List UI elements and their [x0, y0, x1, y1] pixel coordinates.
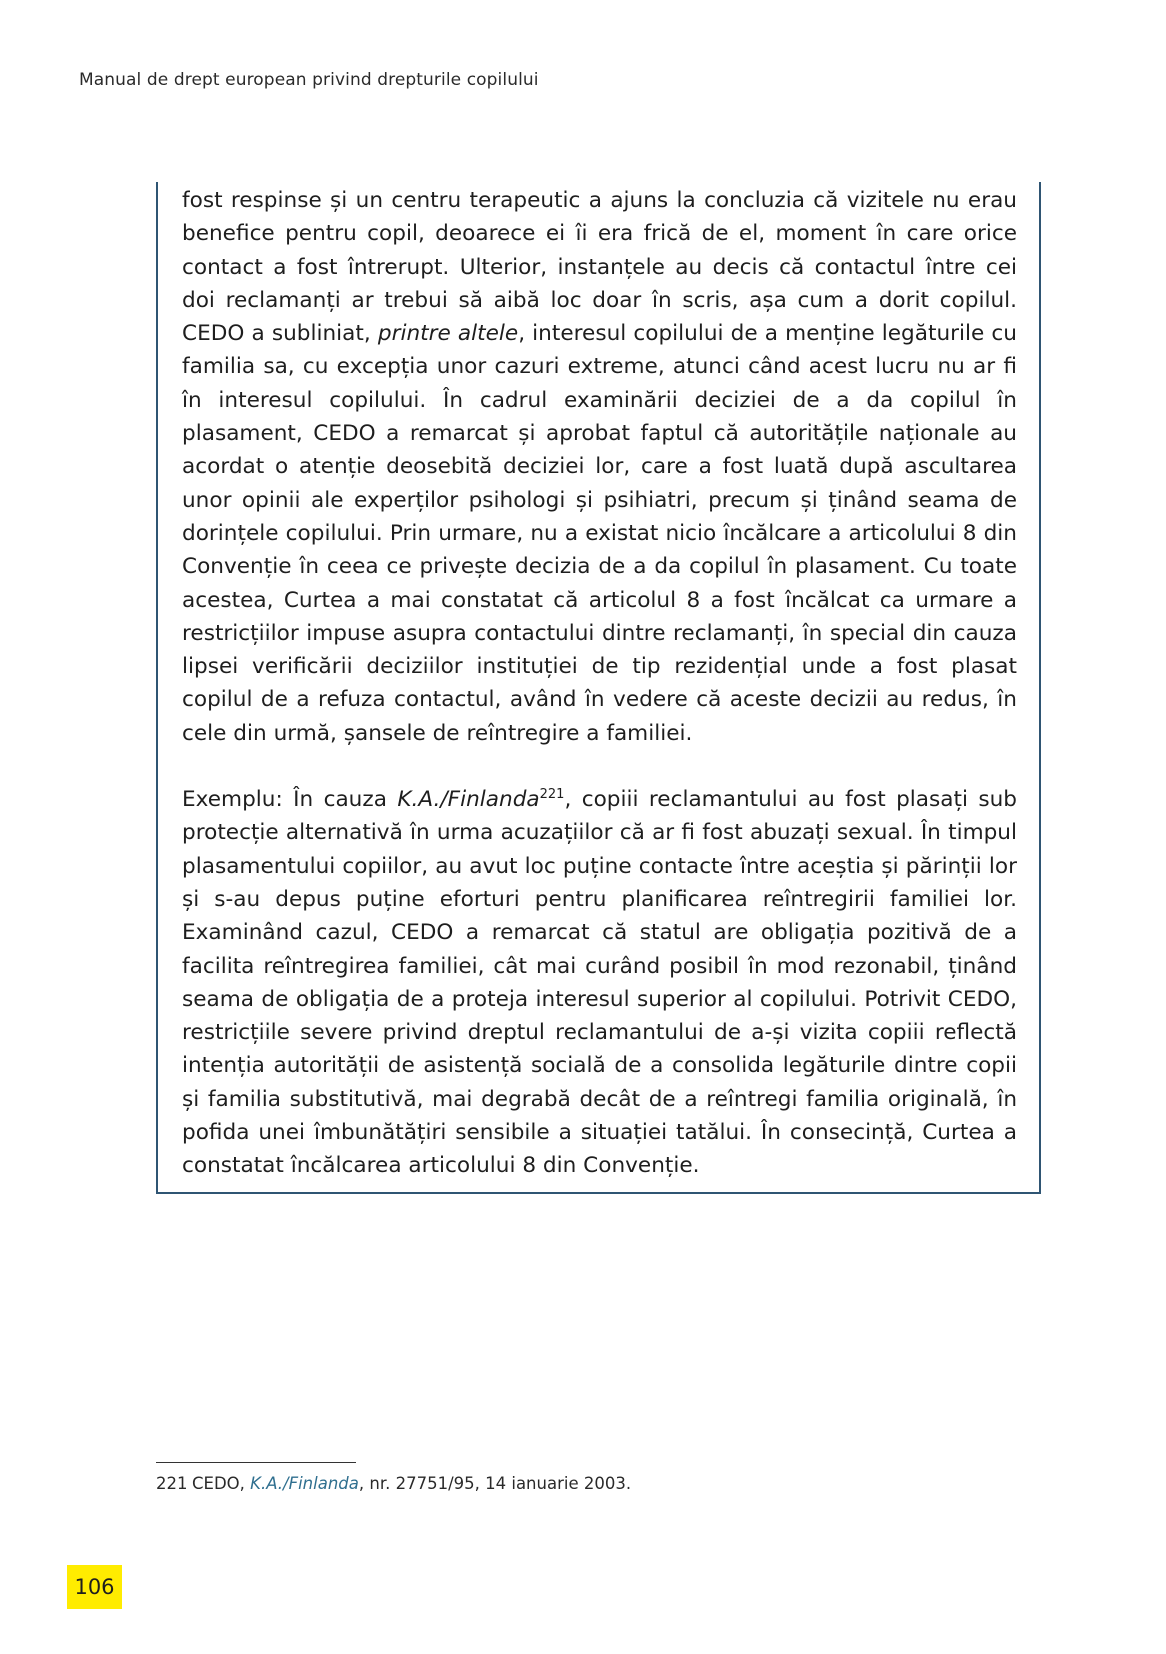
paragraph-1-text-a: fost respinse și un centru terapeutic a ajuns la concluzia că vizitele nu erau benefice pentru copil, deoarece ei îi era frică de el, moment în care orice contact a fost întrerupt. Ulterior, instanțele au decis că contactul între cei doi reclamanți ar trebui să aibă loc doar în scris, așa cum a dorit copilul. CEDO a subliniat,: [182, 188, 1017, 347]
paragraph-2-intro: Exemplu: În cauza: [182, 787, 398, 813]
paragraph-2-body: , copiii reclamantului au fost plasați sub protecție alternativă în urma acuzațiilor că ar fi fost abuzați sexual. În timpul plasamentului copiilor, au avut loc puține contacte între aceștia și părinții lor și s-au depus puține eforturi pentru planificarea reîntregirii familiei lor. Examinând cazul, CEDO a remarcat că statul are obligația pozitivă de a facilita reîntregirea familiei, cât mai curând posibil în mod rezonabil, ținând seama de obligația de a proteja interesul superior al copilului. Potrivit CEDO, restricțiile severe privind dreptul reclamantului de a-și vizita copiii reflectă intenția autorității de asistență socială de a consolida legăturile dintre copii și familia substitutivă, mai degrabă decât de a reîntregi familia originală, în pofida unei îmbunătățiri sensibile a situației tatălui. În consecință, Curtea a constatat încălcarea articolului 8 din Convenție.: [182, 787, 1017, 1179]
footnote: [156, 1474, 631, 1493]
paragraph-1-text-b: , interesul copilului de a menține legăturile cu familia sa, cu excepția unor cazuri extreme, atunci când acest lucru nu ar fi în interesul copilului. În cadrul examinării deciziei de a da copilul în plasament, CEDO a remarcat și aprobat faptul că autoritățile naționale au acordat o atenție deosebită deciziei lor, care a fost luată după ascultarea unor opinii ale experților psihologi și psihiatri, precum și ținând seama de dorințele copilului. Prin urmare, nu a existat nicio încălcare a articolului 8 din Convenție în ceea ce privește decizia de a da copilul în plasament. Cu toate acestea, Curtea a mai constatat că articolul 8 a fost încălcat ca urmare a restricțiilor impuse asupra contactului dintre reclamanți, în special din cauza lipsei verificării deciziilor instituției de tip rezidențial unde a fost plasat copilul de a refuza contactul, având în vedere că aceste decizii au redus, în cele din urmă, șansele de reîntregire a familiei.: [182, 321, 1017, 746]
page-number: 106: [74, 1575, 115, 1599]
paragraph-1-italic: printre altele: [377, 321, 519, 347]
case-example-box: [156, 182, 1041, 1194]
footnote-divider: [156, 1462, 356, 1463]
case-paragraph-2: [182, 783, 1017, 1183]
footnote-case-link[interactable]: K.A./Finlanda: [250, 1474, 359, 1493]
running-header: Manual de drept european privind drepturile copilului: [79, 70, 539, 90]
footnote-number: 221: [156, 1474, 188, 1493]
page-number-badge: [67, 1565, 122, 1609]
case-name: K.A./Finlanda: [397, 787, 540, 813]
footnote-prefix: CEDO,: [192, 1474, 251, 1493]
footnote-reference[interactable]: 221: [539, 786, 565, 802]
footnote-suffix: , nr. 27751/95, 14 ianuarie 2003.: [358, 1474, 632, 1493]
case-paragraph-1: [182, 184, 1017, 750]
